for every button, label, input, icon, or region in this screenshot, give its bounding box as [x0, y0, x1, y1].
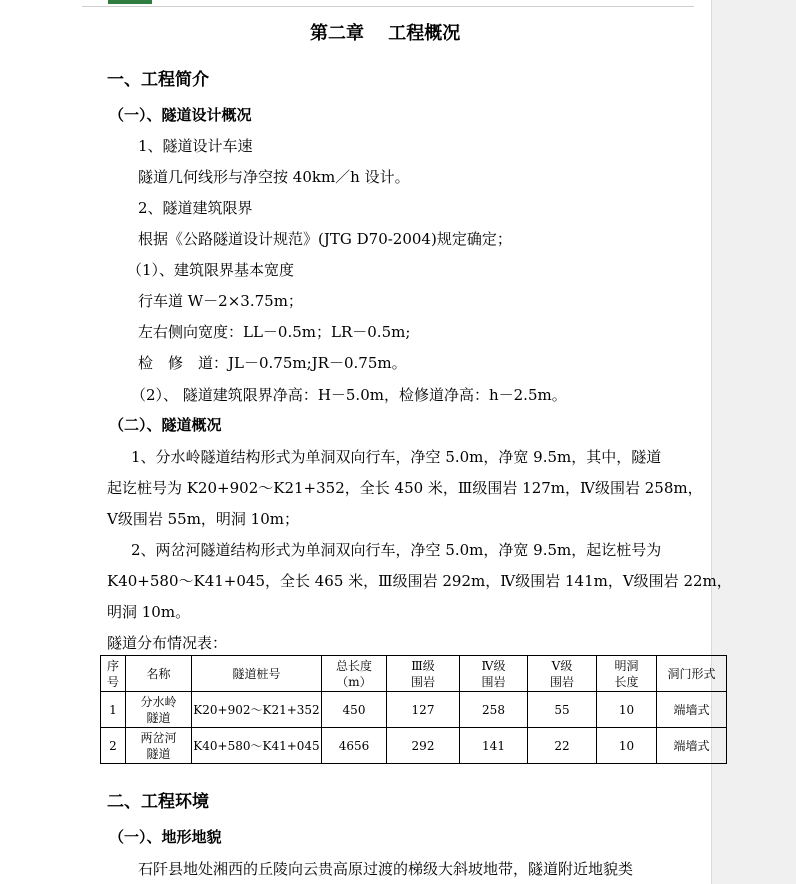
paragraph-tunnel1-line1: 1、分水岭隧道结构形式为单洞双向行车，净空 5.0m，净宽 9.5m，其中，隧道: [131, 448, 662, 466]
cell-name: 分水岭 隧道: [126, 692, 192, 728]
cell-open-cut: 10: [597, 728, 657, 764]
sub-item-height: （2）、 隧道建筑限界净高：H－5.0m，检修道净高：h－2.5m。: [131, 386, 567, 404]
cell-grade3: 292: [387, 728, 460, 764]
header-open-cut: 明洞 长度: [597, 656, 657, 692]
cell-open-cut: 10: [597, 692, 657, 728]
cell-portal: 端墙式: [657, 692, 727, 728]
table-header-row: [101, 656, 727, 692]
paragraph-tunnel2-line1: 2、两岔河隧道结构形式为单洞双向行车，净空 5.0m，净宽 9.5m，起讫桩号为: [131, 541, 662, 559]
header-grade4: Ⅳ级 围岩: [460, 656, 528, 692]
page-top-divider: [82, 6, 694, 7]
paragraph-tunnel1-line2: 起讫桩号为 K20+902～K21+352，全长 450 米，Ⅲ级围岩 127m，Ⅳ级围岩 258m，: [107, 479, 703, 497]
item-title-speed: 1、隧道设计车速: [138, 137, 253, 155]
table-row: [101, 728, 727, 764]
tunnel-distribution-table: [100, 655, 727, 764]
section-heading-environment: 二、工程环境: [107, 792, 209, 812]
paragraph-terrain-line1: 石阡县地处湘西的丘陵向云贵高原过渡的梯级大斜坡地带，隧道附近地貌类: [138, 860, 634, 878]
header-length: 总长度 （m）: [322, 656, 387, 692]
paragraph-tunnel1-line3: Ⅴ级围岩 55m，明洞 10m；: [107, 510, 299, 528]
paragraph-maintenance-way: 检 修 道：JL－0.75m;JR－0.75m。: [138, 354, 407, 372]
paragraph-side-width: 左右侧向宽度：LL－0.5m；LR－0.5m;: [138, 323, 411, 341]
header-portal: 洞门形式: [657, 656, 727, 692]
section-heading-overview: 一、工程简介: [107, 70, 209, 90]
table-row: [101, 692, 727, 728]
cell-no: 2: [101, 728, 126, 764]
cell-portal: 端墙式: [657, 728, 727, 764]
ribbon-indicator: [108, 0, 152, 4]
chapter-title: 第二章 工程概况: [310, 23, 461, 44]
cell-length: 4656: [322, 728, 387, 764]
header-no: 序 号: [101, 656, 126, 692]
sub-item-width: （1）、建筑限界基本宽度: [127, 261, 295, 279]
cell-grade4: 141: [460, 728, 528, 764]
table-caption: 隧道分布情况表：: [107, 634, 228, 652]
paragraph-speed: 隧道几何线形与净空按 40km／h 设计。: [138, 168, 410, 186]
header-name: 名称: [126, 656, 192, 692]
subsection-heading-design: （一）、隧道设计概况: [109, 106, 252, 124]
header-grade5: Ⅴ级 围岩: [528, 656, 597, 692]
header-station: 隧道桩号: [192, 656, 322, 692]
cell-grade5: 22: [528, 728, 597, 764]
cell-station: K20+902～K21+352: [192, 692, 322, 728]
subsection-heading-terrain: （一）、地形地貌: [109, 828, 222, 846]
paragraph-clearance-basis: 根据《公路隧道设计规范》(JTG D70-2004)规定确定；: [138, 230, 512, 248]
cell-grade5: 55: [528, 692, 597, 728]
paragraph-tunnel2-line2: K40+580～K41+045，全长 465 米，Ⅲ级围岩 292m，Ⅳ级围岩 141m，Ⅴ级围岩 22m，: [107, 572, 732, 590]
cell-name: 两岔河 隧道: [126, 728, 192, 764]
cell-grade3: 127: [387, 692, 460, 728]
cell-station: K40+580～K41+045: [192, 728, 322, 764]
item-title-clearance: 2、隧道建筑限界: [138, 199, 253, 217]
cell-length: 450: [322, 692, 387, 728]
cell-no: 1: [101, 692, 126, 728]
subsection-heading-tunnels: （二）、隧道概况: [109, 416, 222, 434]
cell-grade4: 258: [460, 692, 528, 728]
paragraph-lane-width: 行车道 W－2×3.75m；: [138, 292, 303, 310]
header-grade3: Ⅲ级 围岩: [387, 656, 460, 692]
paragraph-tunnel2-line3: 明洞 10m。: [107, 603, 191, 621]
